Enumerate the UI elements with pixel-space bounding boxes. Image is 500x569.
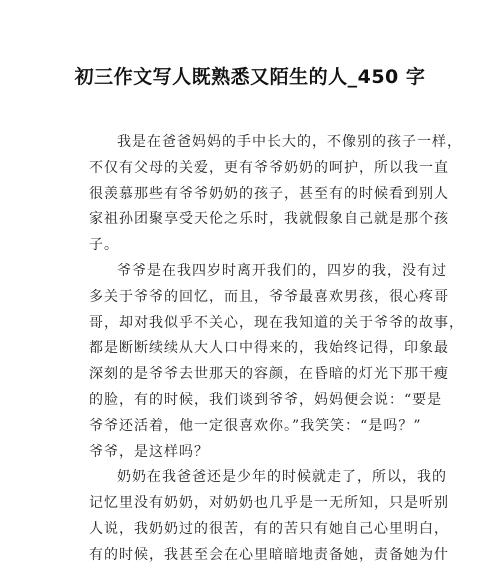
paragraph-line: 有的时候，我甚至会在心里暗暗地责备她，责备她为什 <box>89 546 449 563</box>
paragraph-line: 深刻的是爷爷去世那天的容颜，在昏暗的灯光下那干瘦 <box>89 366 449 383</box>
paragraph-line: 记忆里没有奶奶，对奶奶也几乎是一无所知，只是听别 <box>89 495 449 512</box>
paragraph-line: 爷爷是在我四岁时离开我们的，四岁的我，没有过 <box>117 262 447 279</box>
paragraph-line: 很羡慕那些有爷爷奶奶的孩子，甚至有的时候看到别人 <box>89 185 449 202</box>
document-body <box>89 130 464 569</box>
paragraph-line: 多关于爷爷的回忆，而且，爷爷最喜欢男孩，很心疼哥 <box>89 288 449 305</box>
paragraph-line: 爷爷还活着，他一定很喜欢你。”我笑笑：“是吗？” <box>89 417 422 434</box>
paragraph-line: 爷爷，是这样吗？ <box>89 443 209 460</box>
paragraph-line: 奶奶在我爸爸还是少年的时候就走了，所以，我的 <box>117 469 447 486</box>
paragraph-line: 哥，却对我似乎不关心，现在我知道的关于爷爷的故事， <box>89 314 464 331</box>
paragraph-line: 不仅有父母的关爱，更有爷爷奶奶的呵护，所以我一直 <box>89 159 449 176</box>
paragraph-line: 都是断断续续从大人口中得来的，我始终记得，印象最 <box>89 340 449 357</box>
paragraph-line: 子。 <box>89 237 119 254</box>
paragraph-line: 的脸，有的时候，我们谈到爷爷，妈妈便会说：“要是 <box>89 391 443 408</box>
paragraph-line: 人说，我奶奶过的很苦，有的苦只有她自己心里明白， <box>89 520 449 537</box>
paragraph-line: 我是在爸爸妈妈的手中长大的，不像别的孩子一样， <box>117 134 462 150</box>
document-title: 初三作文写人既熟悉又陌生的人_450 字 <box>74 66 426 88</box>
paragraph-line: 家祖孙团聚享受天伦之乐时，我就假象自己就是那个孩 <box>89 211 449 228</box>
